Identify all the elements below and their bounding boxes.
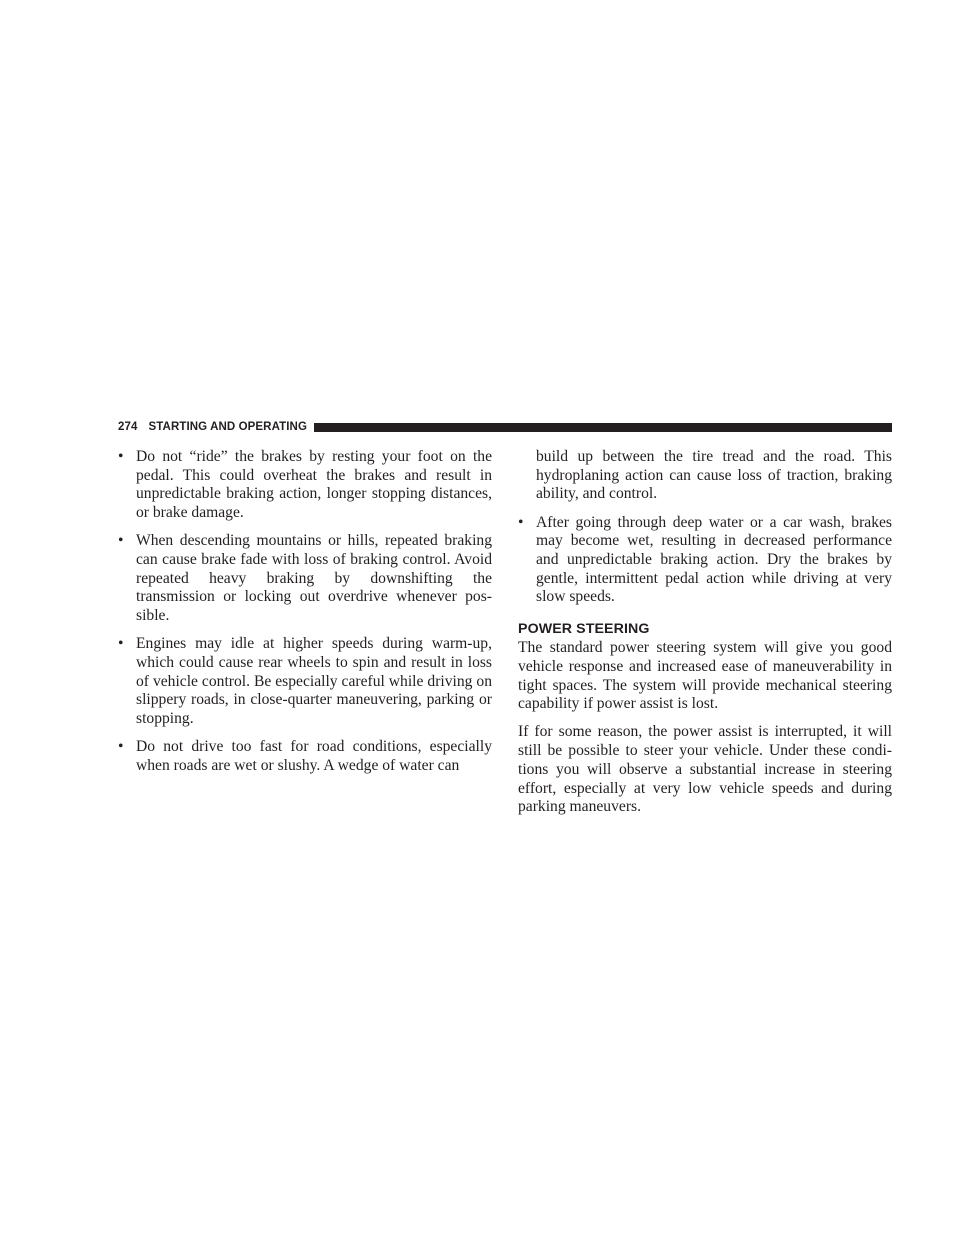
bullet-icon: • [518, 513, 524, 531]
list-item-text: Do not drive too fast for road conditions, especially when roads are wet or slushy. A wedge of water can [136, 738, 492, 775]
power-steering-heading: POWER STEERING [518, 621, 650, 638]
wet-brakes-list [518, 514, 892, 608]
bullet-continuation: build up between the tire tread and the road. This hydroplaning action can cause loss of traction, braking ability, and control. [536, 448, 892, 503]
section-title: STARTING AND OPERATING [148, 421, 308, 433]
left-column [118, 448, 492, 785]
paragraph: If for some reason, the power assist is interrupted, it will still be possible to steer your vehicle. Under these conditions you will observe a substantial increase in steering effort, especially at very low vehicle speeds and during parking maneuvers. [518, 723, 892, 816]
bullet-icon: • [118, 738, 124, 756]
page-number: 274 [118, 421, 138, 433]
bullet-icon: • [118, 532, 124, 550]
right-column [518, 448, 892, 826]
list-item [118, 738, 492, 775]
paragraph: The standard power steering system will give you good vehicle response and increased ease of maneuverability in tight spaces. The system will provide mechanical steering capability if power assist is lost. [518, 639, 892, 713]
brake-tips-list [118, 448, 492, 776]
header-rule [314, 423, 892, 432]
list-item-text: Engines may idle at higher speeds during warm-up, which could cause rear wheels to spin and result in loss of vehicle control. Be especially careful while driving on slippery roads, in close-quarter maneuvering, parking or stopping. [136, 635, 492, 728]
list-item-text: When descending mountains or hills, repeated braking can cause brake fade with loss of braking control. Avoid repeated heavy braking by downshifting the transmission or locking out overdrive whenever possible. [136, 532, 492, 625]
list-item [518, 514, 892, 608]
list-item-text: After going through deep water or a car wash, brakes may become wet, resulting in decreased performance and unpredictable braking action. Dry the brakes by gentle, intermittent pedal action while driving at very slow speeds. [536, 513, 892, 606]
list-item [118, 448, 492, 523]
bullet-icon: • [118, 635, 124, 653]
list-item [118, 635, 492, 729]
list-item-text: Do not “ride” the brakes by resting your foot on the pedal. This could overheat the brakes and result in unpredictable braking action, longer stopping distances, or brake damage. [136, 448, 492, 522]
list-item [118, 532, 492, 626]
bullet-icon: • [118, 448, 124, 465]
page-header [118, 420, 892, 434]
